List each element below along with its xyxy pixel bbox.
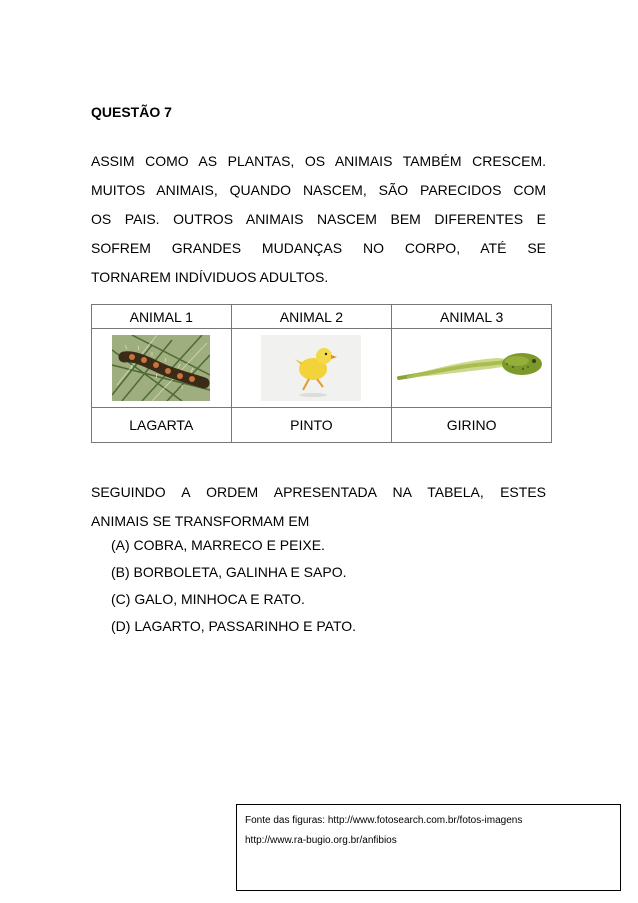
chick-image	[261, 335, 361, 401]
intro-line: ASSIM COMO AS PLANTAS, OS ANIMAIS TAMBÉM CRESCEM.	[91, 153, 546, 169]
header-animal-3: ANIMAL 3	[392, 305, 552, 329]
intro-line: SOFREM GRANDES MUDANÇAS NO CORPO, ATÉ SE	[91, 240, 546, 256]
option-c: (C) GALO, MINHOCA E RATO.	[111, 591, 305, 607]
prompt-line: ANIMAIS SE TRANSFORMAM EM	[91, 513, 310, 529]
intro-line: MUITOS ANIMAIS, QUANDO NASCEM, SÃO PARECIDOS COM	[91, 182, 546, 198]
header-animal-2: ANIMAL 2	[231, 305, 392, 329]
option-b: (B) BORBOLETA, GALINHA E SAPO.	[111, 564, 347, 580]
name-animal-2: PINTO	[231, 408, 392, 443]
tadpole-image	[397, 348, 547, 388]
name-animal-1: LAGARTA	[92, 408, 232, 443]
chick-image-cell	[231, 329, 392, 408]
question-prompt	[91, 478, 546, 536]
table-names-row	[92, 408, 552, 443]
table-header-row	[92, 305, 552, 329]
tadpole-image-cell	[392, 329, 552, 408]
header-animal-1: ANIMAL 1	[92, 305, 232, 329]
intro-line: OS PAIS. OUTROS ANIMAIS NASCEM BEM DIFERENTES E	[91, 211, 546, 227]
option-d: (D) LAGARTO, PASSARINHO E PATO.	[111, 618, 357, 634]
image-source-box	[236, 804, 621, 891]
source-line-1: Fonte das figuras: http://www.fotosearch.com.br/fotos-imagens	[245, 815, 523, 826]
source-line-2: http://www.ra-bugio.org.br/anfibios	[245, 835, 397, 846]
question-intro	[91, 147, 546, 292]
answer-options	[111, 532, 356, 640]
option-a: (A) COBRA, MARRECO E PEIXE.	[111, 537, 325, 553]
caterpillar-image	[112, 335, 210, 401]
animals-table	[91, 304, 552, 443]
caterpillar-image-cell	[92, 329, 232, 408]
table-image-row	[92, 329, 552, 408]
question-title: QUESTÃO 7	[91, 104, 172, 120]
name-animal-3: GIRINO	[392, 408, 552, 443]
prompt-line: SEGUINDO A ORDEM APRESENTADA NA TABELA, ESTES	[91, 484, 546, 500]
intro-line: TORNAREM INDÍVIDUOS ADULTOS.	[91, 269, 329, 285]
